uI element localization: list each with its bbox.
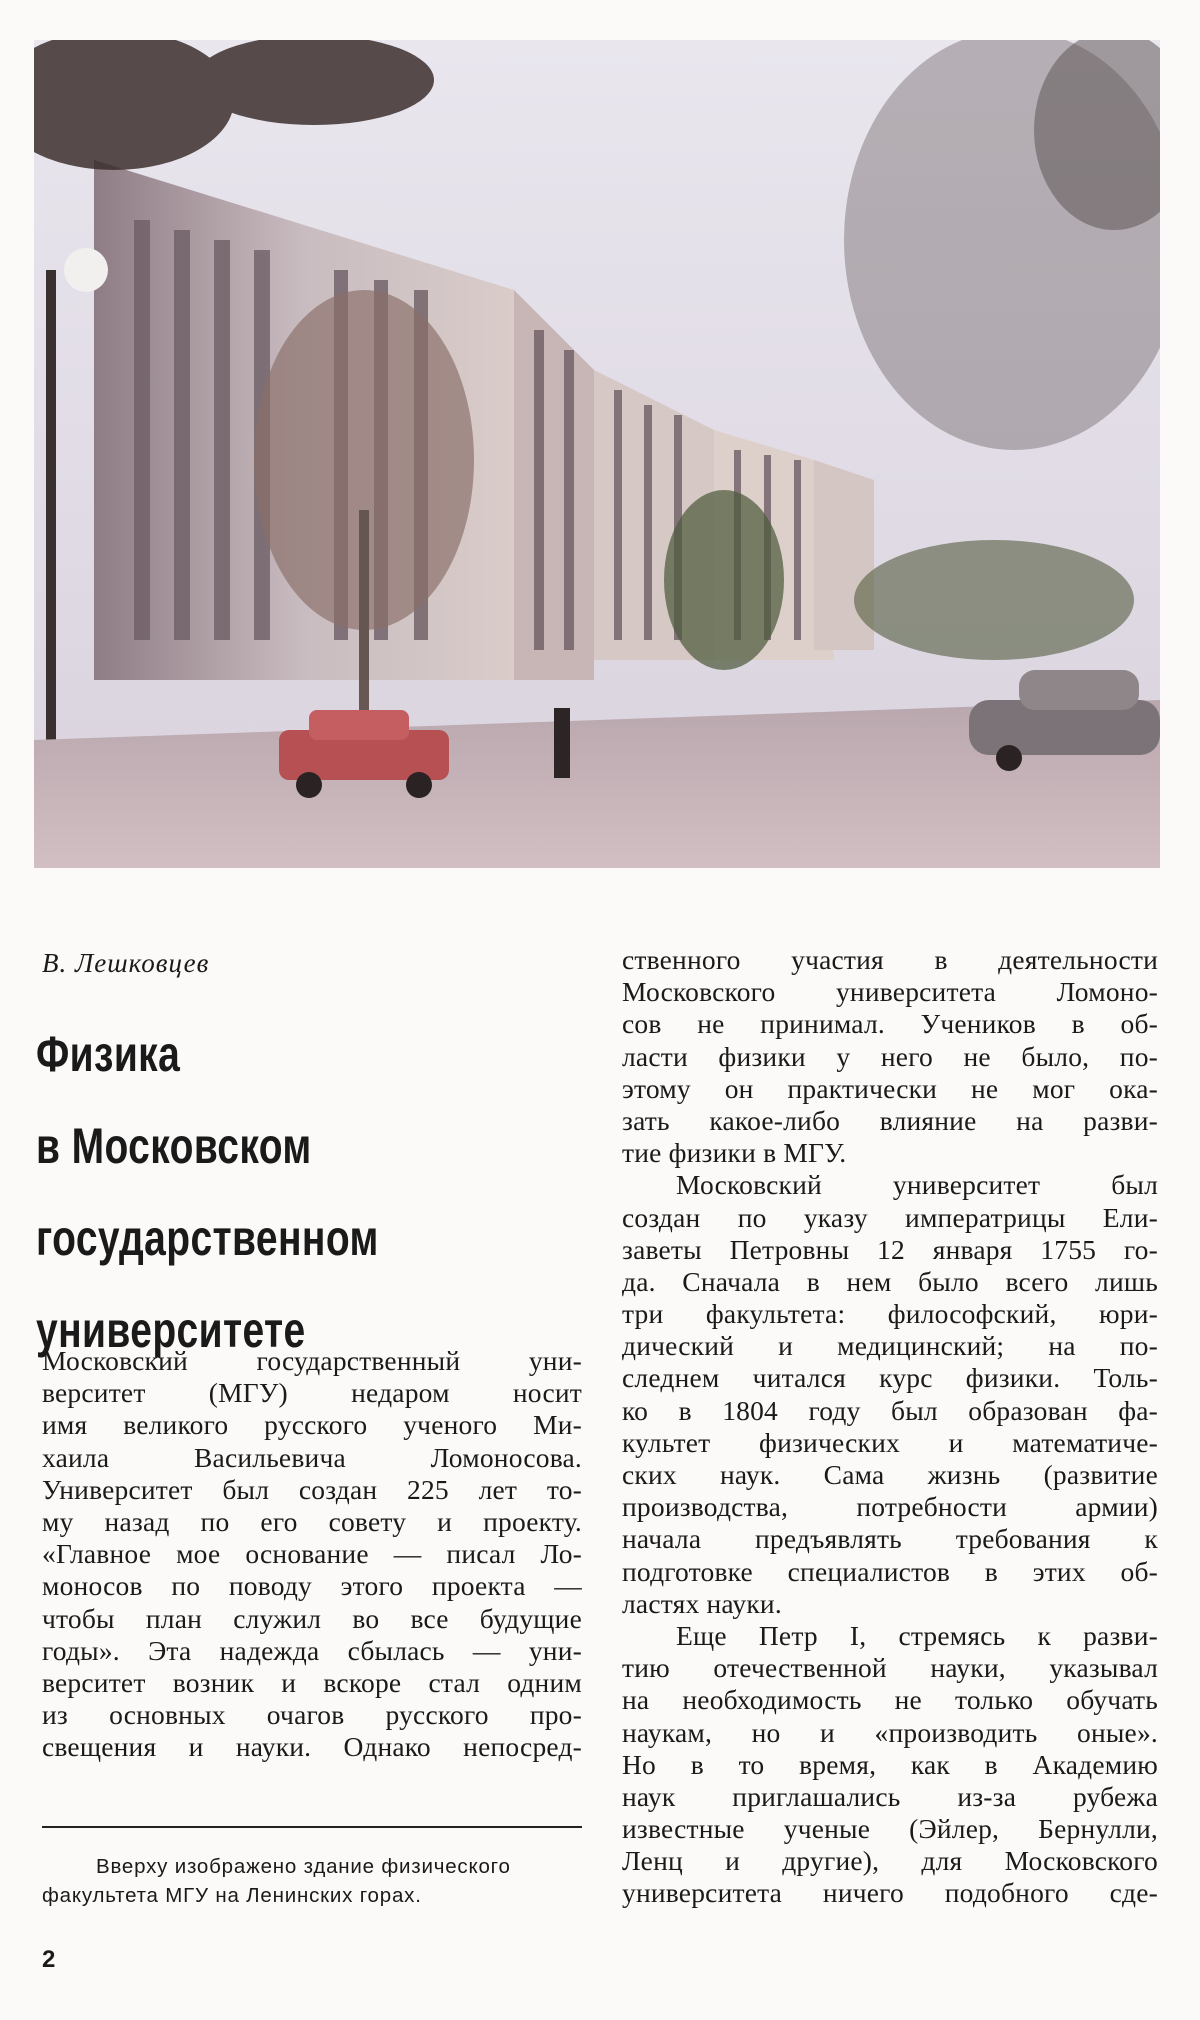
text-line: му назад по его совету и проекту.	[42, 1505, 582, 1537]
text-line: зать какое-либо влияние на разви-	[622, 1104, 1158, 1136]
title-line: Физика	[36, 1026, 181, 1082]
text-line: Но в то время, как в Академию	[622, 1748, 1158, 1780]
text-line: подготовке специалистов в этих об-	[622, 1555, 1158, 1587]
text-line: наук приглашались из-за рубежа	[622, 1780, 1158, 1812]
text-line: производства, потребности армии)	[622, 1491, 1158, 1523]
text-line: ских наук. Сама жизнь (развитие	[622, 1459, 1158, 1490]
text-line: следнем читался курс физики. Толь-	[622, 1362, 1158, 1394]
article-title	[36, 1008, 457, 1376]
text-line: из основных очагов русского про-	[42, 1699, 582, 1731]
building-photo-illustration	[34, 40, 1160, 868]
title-line: государственном	[36, 1210, 379, 1266]
photo-caption	[42, 1852, 582, 1910]
text-line: ственного участия в деятельности	[622, 944, 1158, 975]
text-line: дический и медицинский; на по-	[622, 1330, 1158, 1362]
text-line: на необходимость не только обучать	[622, 1684, 1158, 1716]
text-line: Московский государственный уни-	[42, 1345, 582, 1376]
text-line: известные ученые (Эйлер, Бернулли,	[622, 1813, 1158, 1845]
caption-line: Вверху изображено здание физического	[96, 1855, 511, 1878]
text-line: Московский университет был	[676, 1169, 1158, 1201]
text-line: имя великого русского ученого Ми-	[42, 1409, 582, 1441]
text-line: тию отечественной науки, указывал	[622, 1652, 1158, 1684]
text-line: этому он практически не мог ока-	[622, 1072, 1158, 1104]
text-line: верситет возник и вскоре стал одним	[42, 1666, 582, 1698]
left-column-text	[42, 1345, 582, 1763]
text-line: годы». Эта надежда сбылась — уни-	[42, 1634, 582, 1666]
text-line: Еще Петр I, стремясь к разви-	[676, 1619, 1158, 1651]
text-line: да. Сначала в нем было всего лишь	[622, 1265, 1158, 1297]
text-line: ко в 1804 году был образован фа-	[622, 1394, 1158, 1426]
text-line: создан по указу императрицы Ели-	[622, 1201, 1158, 1233]
text-line: Университет был создан 225 лет то-	[42, 1473, 582, 1505]
text-line: сов не принимал. Учеников в об-	[622, 1008, 1158, 1040]
title-line: в Московском	[36, 1118, 312, 1174]
text-line: свещения и науки. Однако непосред-	[42, 1731, 582, 1763]
text-line: верситет (МГУ) недаром носит	[42, 1377, 582, 1409]
text-line: хаила Васильевича Ломоносова.	[42, 1441, 582, 1473]
caption-divider	[42, 1826, 582, 1828]
caption-line: факультета МГУ на Ленинских горах.	[42, 1884, 422, 1907]
text-line: ластях науки.	[622, 1587, 782, 1619]
text-line: «Главное мое основание — писал Ло-	[42, 1538, 582, 1570]
text-line: моносов по поводу этого проекта —	[42, 1570, 582, 1602]
building-photo	[34, 40, 1160, 868]
right-column-text	[622, 944, 1158, 1910]
text-line: начала предъявлять требования к	[622, 1523, 1158, 1555]
text-line: чтобы план служил во все будущие	[42, 1602, 582, 1634]
title-line: университете	[36, 1302, 306, 1358]
text-line: тие физики в МГУ.	[622, 1137, 847, 1169]
text-line: культет физических и математиче-	[622, 1426, 1158, 1458]
text-line: наукам, но и «производить оные».	[622, 1716, 1158, 1748]
text-line: ласти физики у него не было, по-	[622, 1040, 1158, 1072]
author-name: В. Лешковцев	[42, 948, 210, 978]
text-line: Московского университета Ломоно-	[622, 976, 1158, 1008]
text-line: заветы Петровны 12 января 1755 го-	[622, 1233, 1158, 1265]
text-line: Ленц и другие), для Московского	[622, 1845, 1158, 1877]
text-line: университета ничего подобного сде-	[622, 1877, 1158, 1909]
page-number: 2	[42, 1946, 56, 1973]
text-line: три факультета: философский, юри-	[622, 1298, 1158, 1330]
